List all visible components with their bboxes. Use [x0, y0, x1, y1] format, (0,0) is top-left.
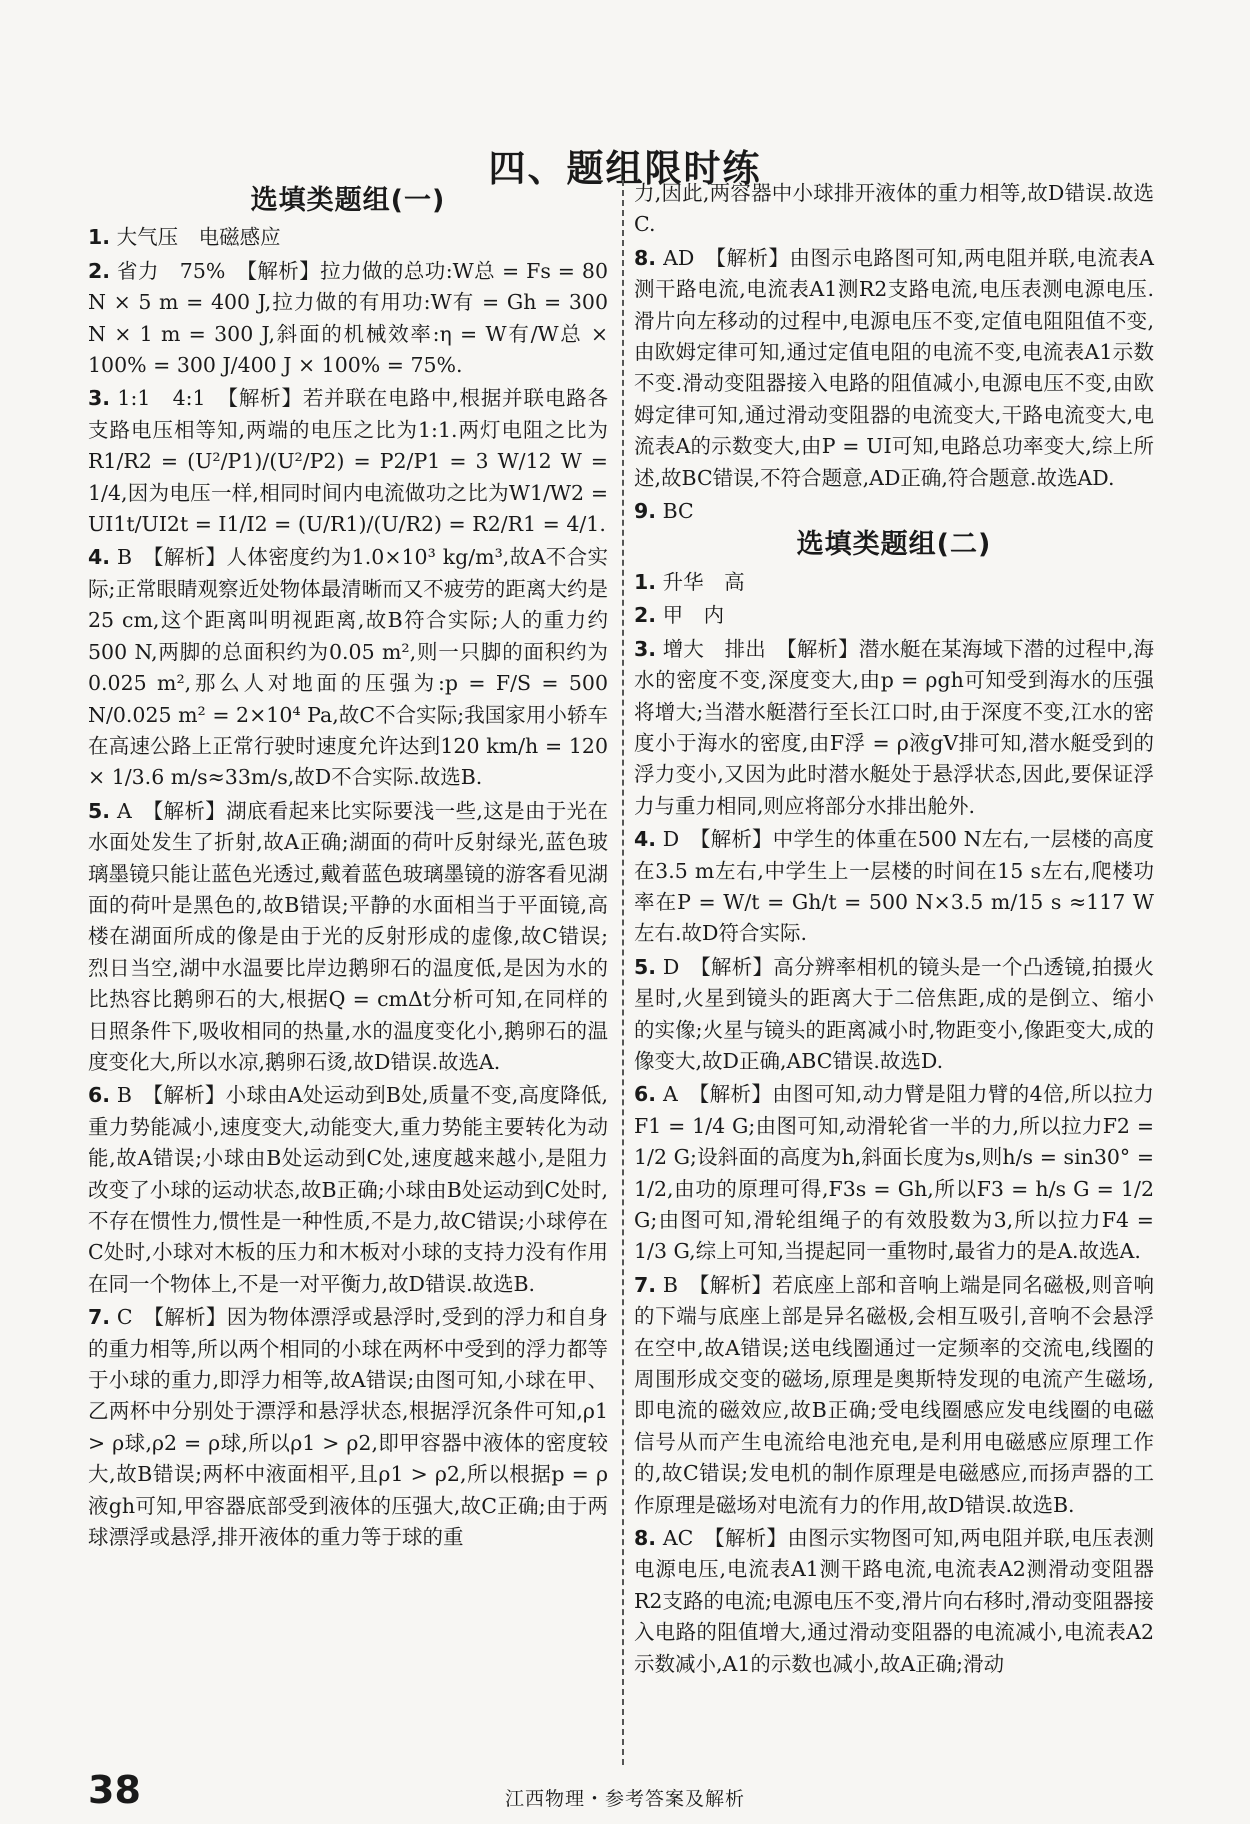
left-answer-list [88, 222, 608, 1553]
answer-text: 1:1 4:1 【解析】若并联在电路中,根据并联电路各支路电压相等知,两端的电压之比为1:1.两灯电阻之比为R1/R2 = (U²/P1)/(U²/P2) = P2/P1 = 3 W/12 W = 1/4,因为电压一样,相同时间内电流做功之比为W1/W2 = UI1t/UI2t = I1/I2 = (U/R1)/(U/R2) = R2/R1 = 4/1. [88, 386, 608, 537]
answer-item [88, 796, 608, 1079]
answer-item [88, 542, 608, 793]
answer-number: 4. [88, 545, 111, 570]
left-column [88, 183, 608, 1555]
footer-title: 江西物理・参考答案及解析 [504, 1788, 745, 1810]
answer-text: B 【解析】小球由A处运动到B处,质量不变,高度降低,重力势能减小,速度变大,动能变大,重力势能主要转化为动能,故A错误;小球由B处运动到C处,速度越来越小,是阻力改变了小球的运动状态,故B正确;小球由B处运动到C处时,不存在惯性力,惯性是一种性质,不是力,故C错误;小球停在C处时,小球对木板的压力和木板对小球的支持力没有作用在同一个物体上,不是一对平衡力,故D错误.故选B. [88, 1083, 608, 1296]
answer-number: 2. [88, 258, 111, 283]
answer-item [88, 222, 608, 253]
answer-number: 1. [634, 569, 657, 594]
answer-text: AD 【解析】由图示电路图可知,两电阻并联,电流表A测干路电流,电流表A1测R2支路电流,电压表测电源电压.滑片向左移动的过程中,电源电压不变,定值电阻阻值不变,由欧姆定律可知,通过定值电阻的电流不变,电流表A1示数不变.滑动变阻器接入电路的阻值减小,电源电压不变,由欧姆定律可知,通过滑动变阻器的电流变大,干路电流变大,电流表A的示数变大,由P = UI可知,电路总功率变大,综上所述,故BC错误,不符合题意,AD正确,符合题意.故选AD. [634, 245, 1154, 490]
answer-item [88, 383, 608, 540]
answer-item [634, 243, 1154, 494]
answer-number: 1. [88, 225, 111, 250]
right-answer-list-a [634, 243, 1154, 528]
page-title: 四、题组限时练 [488, 147, 762, 190]
right-column [634, 178, 1154, 1682]
continuation-text: 力,因此,两容器中小球排开液体的重力相等,故D错误.故选C. [634, 181, 1154, 237]
answer-number: 5. [634, 954, 657, 979]
section-heading-2: 选填类题组(二) [796, 529, 992, 561]
answer-text: AC 【解析】由图示实物图可知,两电阻并联,电压表测电源电压,电流表A1测干路电流,电流表A2测滑动变阻器R2支路的电流;电源电压不变,滑片向右移时,滑动变阻器接入电路的阻值增大,通过滑动变阻器的电流减小,电流表A2示数减小,A1的示数也减小,故A正确;滑动 [634, 1526, 1154, 1676]
answer-text: 甲 内 [662, 603, 725, 628]
answer-number: 8. [634, 1526, 657, 1551]
answer-item [88, 1302, 608, 1553]
answer-number: 6. [88, 1083, 111, 1108]
answer-number: 3. [634, 636, 657, 661]
answer-number: 2. [634, 603, 657, 628]
answer-number: 6. [634, 1082, 657, 1107]
answer-text: 增大 排出 【解析】潜水艇在某海域下潜的过程中,海水的密度不变,深度变大,由p = ρgh可知受到海水的压强将增大;当潜水艇潜行至长江口时,由于深度不变,江水的密度小于海水的密度,由F浮 = ρ液gV排可知,潜水艇受到的浮力变小,又因为此时潜水艇处于悬浮状态,因此,要保证浮力与重力相同,则应将部分水排出舱外. [634, 636, 1154, 818]
answer-number: 9. [634, 499, 657, 524]
section-heading-1: 选填类题组(一) [250, 185, 446, 216]
answer-number: 7. [634, 1272, 657, 1297]
answer-text: 省力 75% 【解析】拉力做的总功:W总 = Fs = 80 N × 5 m = 400 J,拉力做的有用功:W有 = Gh = 300 N × 1 m = 300 J,斜面的机械效率:η = W有/W总 × 100% = 300 J/400 J × 100% = 75%. [88, 258, 608, 378]
column-divider [622, 180, 624, 1765]
answer-text: B 【解析】若底座上部和音响上端是同名磁极,则音响的下端与底座上部是异名磁极,会相互吸引,音响不会悬浮在空中,故A错误;送电线圈通过一定频率的交流电,线圈的周围形成交变的磁场,原理是奥斯特发现的电流产生磁场,即电流的磁效应,故B正确;受电线圈感应发电线圈的电磁信号从而产生电流给电池充电,是利用电磁感应原理工作的,故C错误;发电机的制作原理是电磁感应,而扬声器的工作原理是磁场对电流有力的作用,故D错误.故选B. [634, 1272, 1154, 1517]
answer-text: A 【解析】湖底看起来比实际要浅一些,这是由于光在水面处发生了折射,故A正确;湖面的荷叶反射绿光,蓝色玻璃墨镜只能让蓝色光透过,戴着蓝色玻璃墨镜的游客看见湖面的荷叶是黑色的,故B错误;平静的水面相当于平面镜,高楼在湖面所成的像是由于光的反射形成的虚像,故C错误;烈日当空,湖中水温要比岸边鹅卵石的温度低,是因为水的比热容比鹅卵石的大,根据Q = cmΔt分析可知,在同样的日照条件下,吸收相同的热量,水的温度变化小,鹅卵石的温度变化大,所以水凉,鹅卵石烫,故D错误.故选A. [88, 798, 608, 1074]
answer-item [634, 952, 1154, 1078]
answer-item [88, 256, 608, 382]
answer-text: BC [662, 499, 694, 524]
answer-text: D 【解析】高分辨率相机的镜头是一个凸透镜,拍摄火星时,火星到镜头的距离大于二倍焦距,成的是倒立、缩小的实像;火星与镜头的距离减小时,物距变小,像距变大,成的像变大,故D正确,ABC错误.故选D. [634, 954, 1154, 1073]
answer-number: 3. [88, 386, 111, 411]
answer-text: 大气压 电磁感应 [116, 225, 281, 250]
answer-item [634, 1270, 1154, 1521]
right-answer-list-b [634, 567, 1154, 1680]
answer-item [634, 824, 1154, 950]
answer-item [634, 634, 1154, 822]
answer-text: C 【解析】因为物体漂浮或悬浮时,受到的浮力和自身的重力相等,所以两个相同的小球在两杯中受到的浮力都等于小球的重力,即浮力相等,故A错误;由图可知,小球在甲、乙两杯中分别处于漂浮和悬浮状态,根据浮沉条件可知,ρ1 > ρ球,ρ2 = ρ球,所以ρ1 > ρ2,即甲容器中液体的密度较大,故B错误;两杯中液面相平,且ρ1 > ρ2,所以根据p = ρ液gh可知,甲容器底部受到液体的压强大,故C正确;由于两球漂浮或悬浮,排开液体的重力等于球的重 [88, 1305, 608, 1550]
answer-item [634, 600, 1154, 631]
page-number: 38 [88, 1768, 141, 1812]
answer-item [634, 1079, 1154, 1267]
answer-item [634, 567, 1154, 598]
answer-item [634, 496, 1154, 527]
answer-number: 7. [88, 1305, 111, 1330]
answer-text: A 【解析】由图可知,动力臂是阻力臂的4倍,所以拉力F1 = 1/4 G;由图可知,动滑轮省一半的力,所以拉力F2 = 1/2 G;设斜面的高度为h,斜面长度为s,则h/s = sin30° = 1/2,由功的原理可得,F3s = Gh,所以F3 = h/s G = 1/2 G;由图可知,滑轮组绳子的有效股数为3,所以拉力F4 = 1/3 G,综上可知,当提起同一重物时,最省力的是A.故选A. [634, 1082, 1154, 1264]
answer-item [88, 1080, 608, 1300]
answer-number: 4. [634, 827, 657, 852]
answer-text: B 【解析】人体密度约为1.0×10³ kg/m³,故A不合实际;正常眼睛观察近处物体最清晰而又不疲劳的距离大约是25 cm,这个距离叫明视距离,故B符合实际;人的重力约500 N,两脚的总面积约为0.05 m²,则一只脚的面积约为0.025 m²,那么人对地面的压强为:p = F/S = 500 N/0.025 m² = 2×10⁴ Pa,故C不合实际;我国家用小轿车在高速公路上正常行驶时速度允许达到120 km/h = 120 × 1/3.6 m/s≈33m/s,故D不合实际.故选B. [88, 545, 608, 790]
answer-text: D 【解析】中学生的体重在500 N左右,一层楼的高度在3.5 m左右,中学生上一层楼的时间在15 s左右,爬楼功率在P = W/t = Gh/t = 500 N×3.5 m/15 s ≈117 W左右.故D符合实际. [634, 827, 1154, 946]
answer-text: 升华 高 [662, 569, 745, 594]
answer-number: 8. [634, 245, 657, 270]
answer-number: 5. [88, 798, 111, 823]
answer-item [634, 1523, 1154, 1680]
